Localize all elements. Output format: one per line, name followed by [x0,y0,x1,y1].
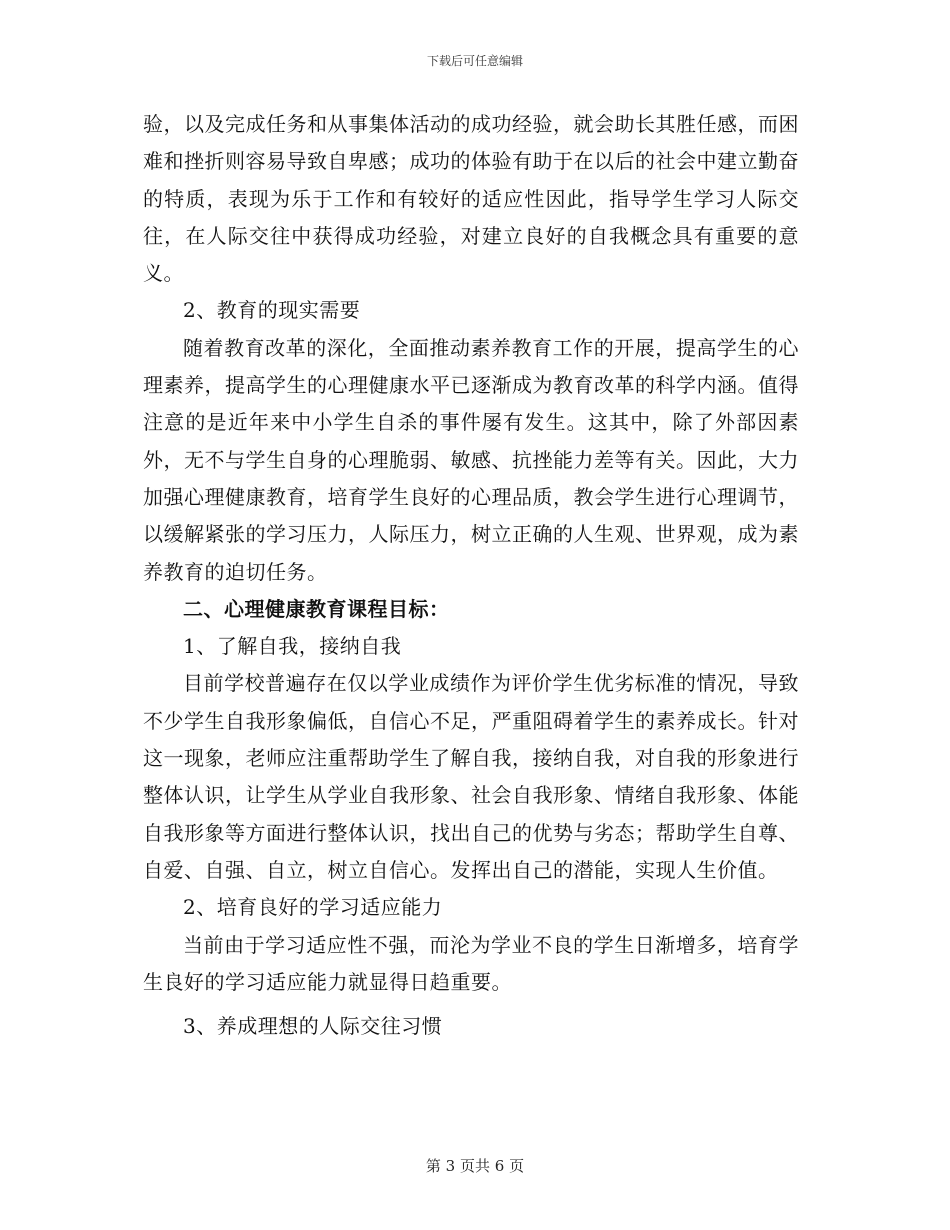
paragraph-learning-adaptation: 当前由于学习适应性不强，而沦为学业不良的学生日渐增多，培育学生良好的学习适应能力就显得日趋重要。 [143,932,799,994]
subheading-practical-needs: 2、教育的现实需要 [183,298,361,323]
subheading-interpersonal-habits: 3、养成理想的人际交往习惯 [183,1014,443,1039]
section-heading-course-goals: 二、心理健康教育课程目标： [183,596,450,621]
paragraph-continuation: 验，以及完成任务和从事集体活动的成功经验，就会助长其胜任感，而困难和挫折则容易导致自卑感；成功的体验有助于在以后的社会中建立勤奋的特质，表现为乐于工作和有较好的适应性因此，指导学生学习人际交往，在人际交往中获得成功经验，对建立良好的自我概念具有重要的意义。 [143,112,799,286]
page-header: 下载后可任意编辑 [426,54,523,68]
paragraph-practical-needs: 随着教育改革的深化，全面推动素养教育工作的开展，提高学生的心理素养，提高学生的心理健康水平已逐渐成为教育改革的科学内涵。值得注意的是近年来中小学生自杀的事件屡有发生。这其中，除了外部因素外，无不与学生自身的心理脆弱、敏感、抗挫能力差等有关。因此，大力加强心理健康教育，培育学生良好的心理品质，教会学生进行心理调节，以缓解紧张的学习压力，人际压力，树立正确的人生观、世界观，成为素养教育的迫切任务。 [143,335,799,584]
subheading-understand-self: 1、了解自我，接纳自我 [183,634,402,659]
subheading-learning-adaptation: 2、培育良好的学习适应能力 [183,895,443,920]
document-body [143,106,799,1045]
page-footer: 第 3 页共 6 页 [425,1157,525,1175]
paragraph-understand-self: 目前学校普遍存在仅以学业成绩作为评价学生优劣标准的情况，导致不少学生自我形象偏低，自信心不足，严重阻碍着学生的素养成长。针对这一现象，老师应注重帮助学生了解自我，接纳自我，对自我的形象进行整体认识，让学生从学业自我形象、社会自我形象、情绪自我形象、体能自我形象等方面进行整体认识，找出自己的优势与劣态；帮助学生自尊、自爱、自强、自立，树立自信心。发挥出自己的潜能，实现人生价值。 [143,671,799,882]
